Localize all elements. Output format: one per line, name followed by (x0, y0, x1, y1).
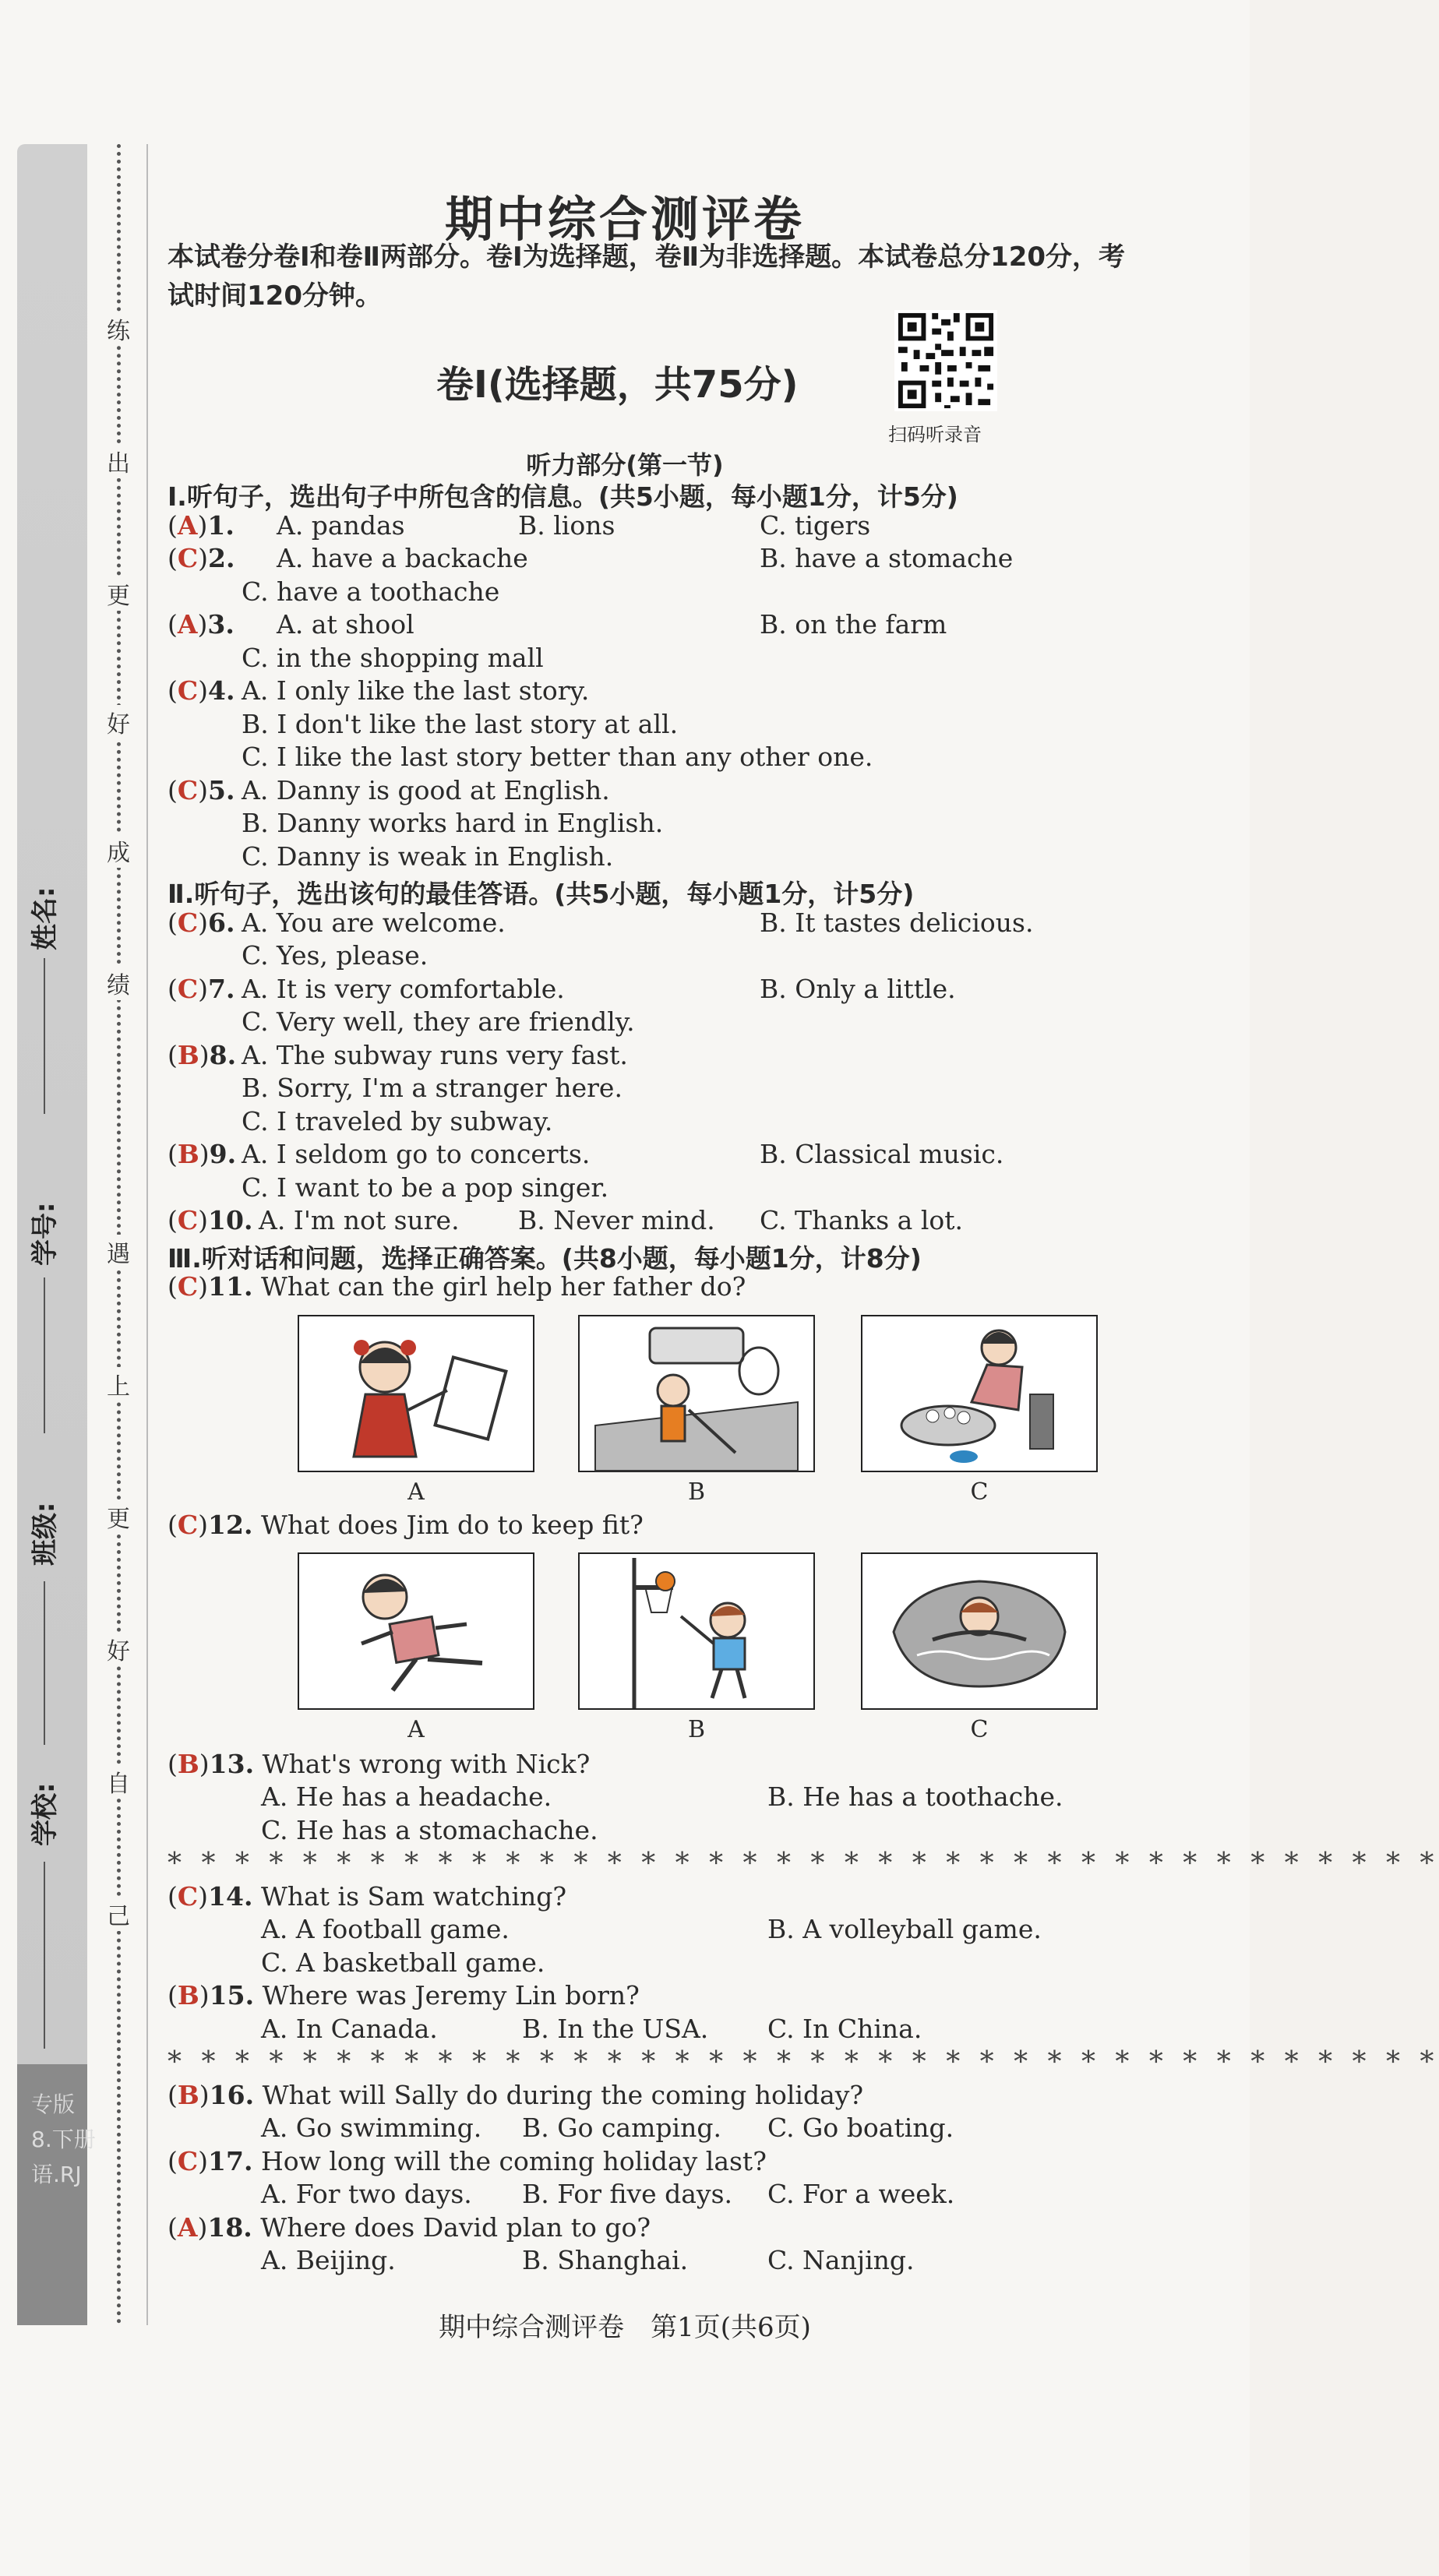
question-number: 14. (208, 1881, 253, 1912)
picture-label: C (970, 1716, 989, 1743)
answer-mark: C (177, 1271, 199, 1302)
question-text: Where does David plan to go? (260, 2212, 651, 2243)
answer-mark: C (177, 974, 199, 1004)
question-number: 12. (208, 1510, 253, 1540)
question-number: 18. (207, 2212, 252, 2243)
school-line (44, 1862, 45, 2049)
picture-label: B (687, 1716, 706, 1743)
question-row: (C)2. (168, 543, 235, 573)
motto-char: 好 (103, 1632, 134, 1666)
answer-mark: C (177, 675, 199, 706)
question-row: (C)12. What does Jim do to keep fit? (168, 1510, 644, 1540)
part-heading: Ⅱ.听句子，选出该句的最佳答语。(共5小题，每小题1分，计5分) (168, 879, 915, 909)
answer-mark: B (177, 1749, 199, 1779)
option-a: A. You are welcome. (242, 907, 506, 938)
question-number: 8. (209, 1040, 237, 1070)
picture-option-a (298, 1552, 534, 1710)
page-footer: 期中综合测评卷 第1页(共6页) (439, 2312, 811, 2343)
motto-char: 练 (103, 312, 134, 346)
answer-mark: A (177, 510, 198, 541)
option-b: B. Classical music. (760, 1139, 1004, 1169)
option-a: A. pandas (277, 510, 405, 541)
name-line (44, 958, 45, 1114)
question-number: 4. (208, 675, 235, 706)
edition-label: 8.下册 (31, 2127, 96, 2152)
question-row: (B)13. What's wrong with Nick? (168, 1749, 591, 1779)
question-text: How long will the coming holiday last? (260, 2146, 767, 2176)
student-id-label: 学号: (30, 1202, 61, 1266)
option-a: A. A football game. (261, 1914, 510, 1944)
picture-option-b (578, 1315, 815, 1472)
question-row: (A)3. (168, 609, 235, 640)
edition-label: 语.RJ (31, 2162, 82, 2187)
option-b: B. For five days. (522, 2179, 732, 2209)
separator-stars: * * * * * * * * * * * * * * * * * * * * * * * * * * * * * * * * * * * * * * (168, 1848, 1439, 1880)
option-c: C. Very well, they are friendly. (242, 1006, 635, 1037)
option-a: A. Beijing. (261, 2245, 396, 2275)
answer-mark: C (177, 775, 199, 805)
option-c: C. I like the last story better than any other one. (242, 742, 873, 772)
class-line (44, 1581, 45, 1745)
volume-heading: 卷Ⅰ(选择题，共75分) (436, 363, 799, 407)
option-b: B. lions (518, 510, 615, 541)
boy-basketball-icon (580, 1554, 813, 1708)
question-row: (C)17. How long will the coming holiday last? (168, 2146, 767, 2176)
picture-option-b (578, 1552, 815, 1710)
option-c: C. Go boating. (767, 2113, 954, 2143)
answer-mark: A (177, 2212, 198, 2243)
section-heading: 听力部分(第一节) (526, 450, 724, 480)
qr-label: 扫码听录音 (888, 424, 982, 446)
question-text: Where was Jeremy Lin born? (262, 1980, 640, 2010)
option-b: B. have a stomache (760, 543, 1014, 573)
question-number: 17. (208, 2146, 253, 2176)
option-c: C. Thanks a lot. (760, 1205, 964, 1235)
answer-mark: A (177, 609, 198, 640)
option-a: A. It is very comfortable. (242, 974, 565, 1004)
option-c: C. I traveled by subway. (242, 1106, 553, 1136)
question-number: 16. (209, 2080, 255, 2110)
page-title: 期中综合测评卷 (444, 191, 805, 248)
motto-char: 自 (103, 1764, 134, 1799)
option-a: A. I'm not sure. (259, 1205, 460, 1235)
question-number: 2. (208, 543, 235, 573)
separator-stars: * * * * * * * * * * * * * * * * * * * * * * * * * * * * * * * * * * * * * * (168, 2046, 1439, 2078)
answer-mark: B (177, 1139, 199, 1169)
exam-intro: 本试卷分卷Ⅰ和卷Ⅱ两部分。卷Ⅰ为选择题，卷Ⅱ为非选择题。本试卷总分120分，考试时间120分钟。 (168, 241, 1126, 312)
motto-char: 出 (103, 444, 134, 478)
answer-mark: C (177, 907, 199, 938)
option-c: C. A basketball game. (261, 1947, 545, 1978)
option-c: C. Yes, please. (242, 940, 429, 971)
question-number: 15. (209, 1980, 255, 2010)
boy-swimming-icon (862, 1554, 1096, 1708)
answer-mark: C (177, 1510, 199, 1540)
picture-option-c (861, 1552, 1098, 1710)
motto-char: 上 (103, 1367, 134, 1401)
question-text: What is Sam watching? (260, 1881, 567, 1912)
option-a: A. He has a headache. (261, 1781, 552, 1812)
option-a: A. I seldom go to concerts. (242, 1139, 591, 1169)
motto-char: 更 (103, 576, 134, 611)
question-number: 13. (209, 1749, 255, 1779)
option-c: C. I want to be a pop singer. (242, 1172, 609, 1203)
option-b: B. I don't like the last story at all. (242, 709, 679, 739)
question-row: (A)18. Where does David plan to go? (168, 2212, 651, 2243)
option-b: B. Shanghai. (522, 2245, 689, 2275)
question-row: (C)10. (168, 1205, 253, 1235)
school-label: 学校: (30, 1782, 61, 1846)
question-text: What will Sally do during the coming holiday? (262, 2080, 864, 2110)
option-b: B. He has a toothache. (767, 1781, 1063, 1812)
option-a: A. have a backache (277, 543, 528, 573)
question-number: 3. (207, 609, 235, 640)
answer-mark: C (177, 1205, 199, 1235)
motto-char: 好 (103, 705, 134, 739)
answer-mark: C (177, 2146, 199, 2176)
option-c: C. In China. (767, 2014, 922, 2044)
answer-mark: B (177, 1980, 199, 2010)
question-row: (B)8. (168, 1040, 237, 1070)
question-row: (A)1. (168, 510, 235, 541)
girl-washing-clothes-icon (862, 1316, 1096, 1471)
question-row: (C)4. (168, 675, 235, 706)
part-heading: Ⅰ.听句子，选出句子中所包含的信息。(共5小题，每小题1分，计5分) (168, 481, 958, 512)
option-b: B. It tastes delicious. (760, 907, 1034, 938)
student-id-line (44, 1277, 45, 1433)
question-row: (C)11. What can the girl help her father do? (168, 1271, 746, 1302)
option-a: A. For two days. (261, 2179, 472, 2209)
picture-option-c (861, 1315, 1098, 1472)
question-number: 6. (208, 907, 235, 938)
question-number: 11. (208, 1271, 253, 1302)
option-c: C. Nanjing. (767, 2245, 915, 2275)
option-b: B. Only a little. (760, 974, 956, 1004)
question-number: 5. (208, 775, 235, 805)
question-number: 9. (209, 1139, 237, 1169)
edition-label: 专版 (31, 2091, 76, 2117)
picture-label: C (970, 1478, 989, 1506)
option-a: A. Go swimming. (261, 2113, 482, 2143)
qr-code[interactable] (894, 310, 997, 411)
picture-option-a (298, 1315, 534, 1472)
question-row: (C)14. What is Sam watching? (168, 1881, 567, 1912)
question-row: (C)7. (168, 974, 235, 1004)
option-b: B. Danny works hard in English. (242, 808, 664, 838)
option-c: C. in the shopping mall (242, 643, 544, 673)
option-a: A. I only like the last story. (242, 675, 590, 706)
motto-char: 更 (103, 1499, 134, 1534)
picture-label: A (407, 1716, 425, 1743)
question-row: (B)16. What will Sally do during the coming holiday? (168, 2080, 864, 2110)
answer-mark: B (177, 1040, 199, 1070)
motto-char: 己 (103, 1897, 134, 1931)
option-b: B. Go camping. (522, 2113, 721, 2143)
answer-mark: C (177, 543, 199, 573)
option-c: C. have a toothache (242, 576, 500, 607)
question-row: (B)15. Where was Jeremy Lin born? (168, 1980, 640, 2010)
question-row: (B)9. (168, 1139, 237, 1169)
picture-label: B (687, 1478, 706, 1506)
picture-label: A (407, 1478, 425, 1506)
option-a: A. The subway runs very fast. (242, 1040, 628, 1070)
boy-sweeping-icon (580, 1316, 813, 1471)
motto-char: 遇 (103, 1235, 134, 1269)
option-c: C. tigers (760, 510, 871, 541)
answer-mark: B (177, 2080, 199, 2110)
option-b: B. on the farm (760, 609, 947, 640)
motto-char: 绩 (103, 966, 134, 1000)
name-label: 姓名: (30, 886, 61, 950)
question-text: What's wrong with Nick? (262, 1749, 591, 1779)
question-text: What can the girl help her father do? (260, 1271, 746, 1302)
option-b: B. Never mind. (518, 1205, 715, 1235)
qr-code-icon (894, 310, 997, 411)
option-b: B. In the USA. (522, 2014, 709, 2044)
option-b: B. A volleyball game. (767, 1914, 1042, 1944)
option-c: C. For a week. (767, 2179, 955, 2209)
question-number: 10. (208, 1205, 253, 1235)
option-c: C. He has a stomachache. (261, 1815, 598, 1845)
option-b: B. Sorry, I'm a stranger here. (242, 1073, 623, 1103)
motto-char: 成 (103, 833, 134, 868)
part-heading: Ⅲ.听对话和问题，选择正确答案。(共8小题，每小题1分，计8分) (168, 1243, 922, 1274)
girl-painting-icon (299, 1316, 533, 1471)
class-label: 班级: (30, 1502, 61, 1566)
option-c: C. Danny is weak in English. (242, 841, 614, 872)
answer-mark: C (177, 1881, 199, 1912)
question-number: 1. (207, 510, 235, 541)
question-row: (C)6. (168, 907, 235, 938)
boy-running-icon (299, 1554, 533, 1708)
question-text: What does Jim do to keep fit? (260, 1510, 644, 1540)
option-a: A. In Canada. (261, 2014, 438, 2044)
option-a: A. Danny is good at English. (242, 775, 610, 805)
question-number: 7. (208, 974, 235, 1004)
option-a: A. at shool (277, 609, 414, 640)
question-row: (C)5. (168, 775, 235, 805)
